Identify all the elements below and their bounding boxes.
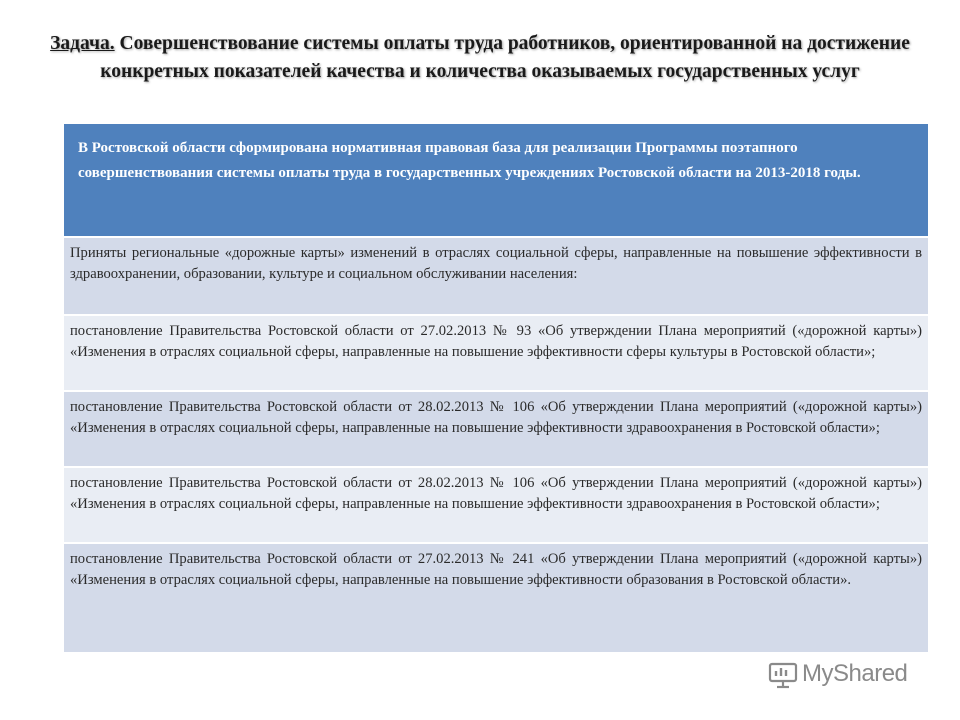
table-header: В Ростовской области сформирована нормативная правовая база для реализации Программы поэтапного совершенствования системы оплаты труда в государственных учреждениях Ростовской области на 2013-2018 годы. <box>64 124 928 236</box>
row-text: Приняты региональные «дорожные карты» изменений в отраслях социальной сферы, направленные на повышение эффективности в здравоохранении, образовании, культуре и социальном обслуживании населения: <box>70 245 922 282</box>
slide-title <box>40 30 920 86</box>
row-text: постановление Правительства Ростовской области от 28.02.2013 № 106 «Об утверждении Плана мероприятий («дорожной карты») «Изменения в отраслях социальной сферы, направленные на повышение эффективности здравоохранения в Ростовской области»; <box>70 399 922 436</box>
watermark-text: MyShared <box>802 660 908 687</box>
presentation-board-icon <box>768 659 798 689</box>
table-row <box>64 466 928 542</box>
table-row <box>64 390 928 466</box>
title-lead: Задача. <box>50 33 115 54</box>
table-row <box>64 314 928 390</box>
table-row <box>64 542 928 652</box>
watermark <box>768 656 907 692</box>
content-table <box>64 124 928 652</box>
row-text: постановление Правительства Ростовской области от 27.02.2013 № 241 «Об утверждении Плана мероприятий («дорожной карты») «Изменения в отраслях социальной сферы, направленные на повышение эффективности образования в Ростовской области». <box>70 551 922 588</box>
title-text: Совершенствование системы оплаты труда работников, ориентированной на достижение конкретных показателей качества и количества оказываемых государственных услуг <box>100 33 910 82</box>
table-row <box>64 236 928 314</box>
row-text: постановление Правительства Ростовской области от 28.02.2013 № 106 «Об утверждении Плана мероприятий («дорожной карты») «Изменения в отраслях социальной сферы, направленные на повышение эффективности здравоохранения в Ростовской области»; <box>70 475 922 512</box>
row-text: постановление Правительства Ростовской области от 27.02.2013 № 93 «Об утверждении Плана мероприятий («дорожной карты») «Изменения в отраслях социальной сферы, направленные на повышение эффективности сферы культуры в Ростовской области»; <box>70 323 922 360</box>
